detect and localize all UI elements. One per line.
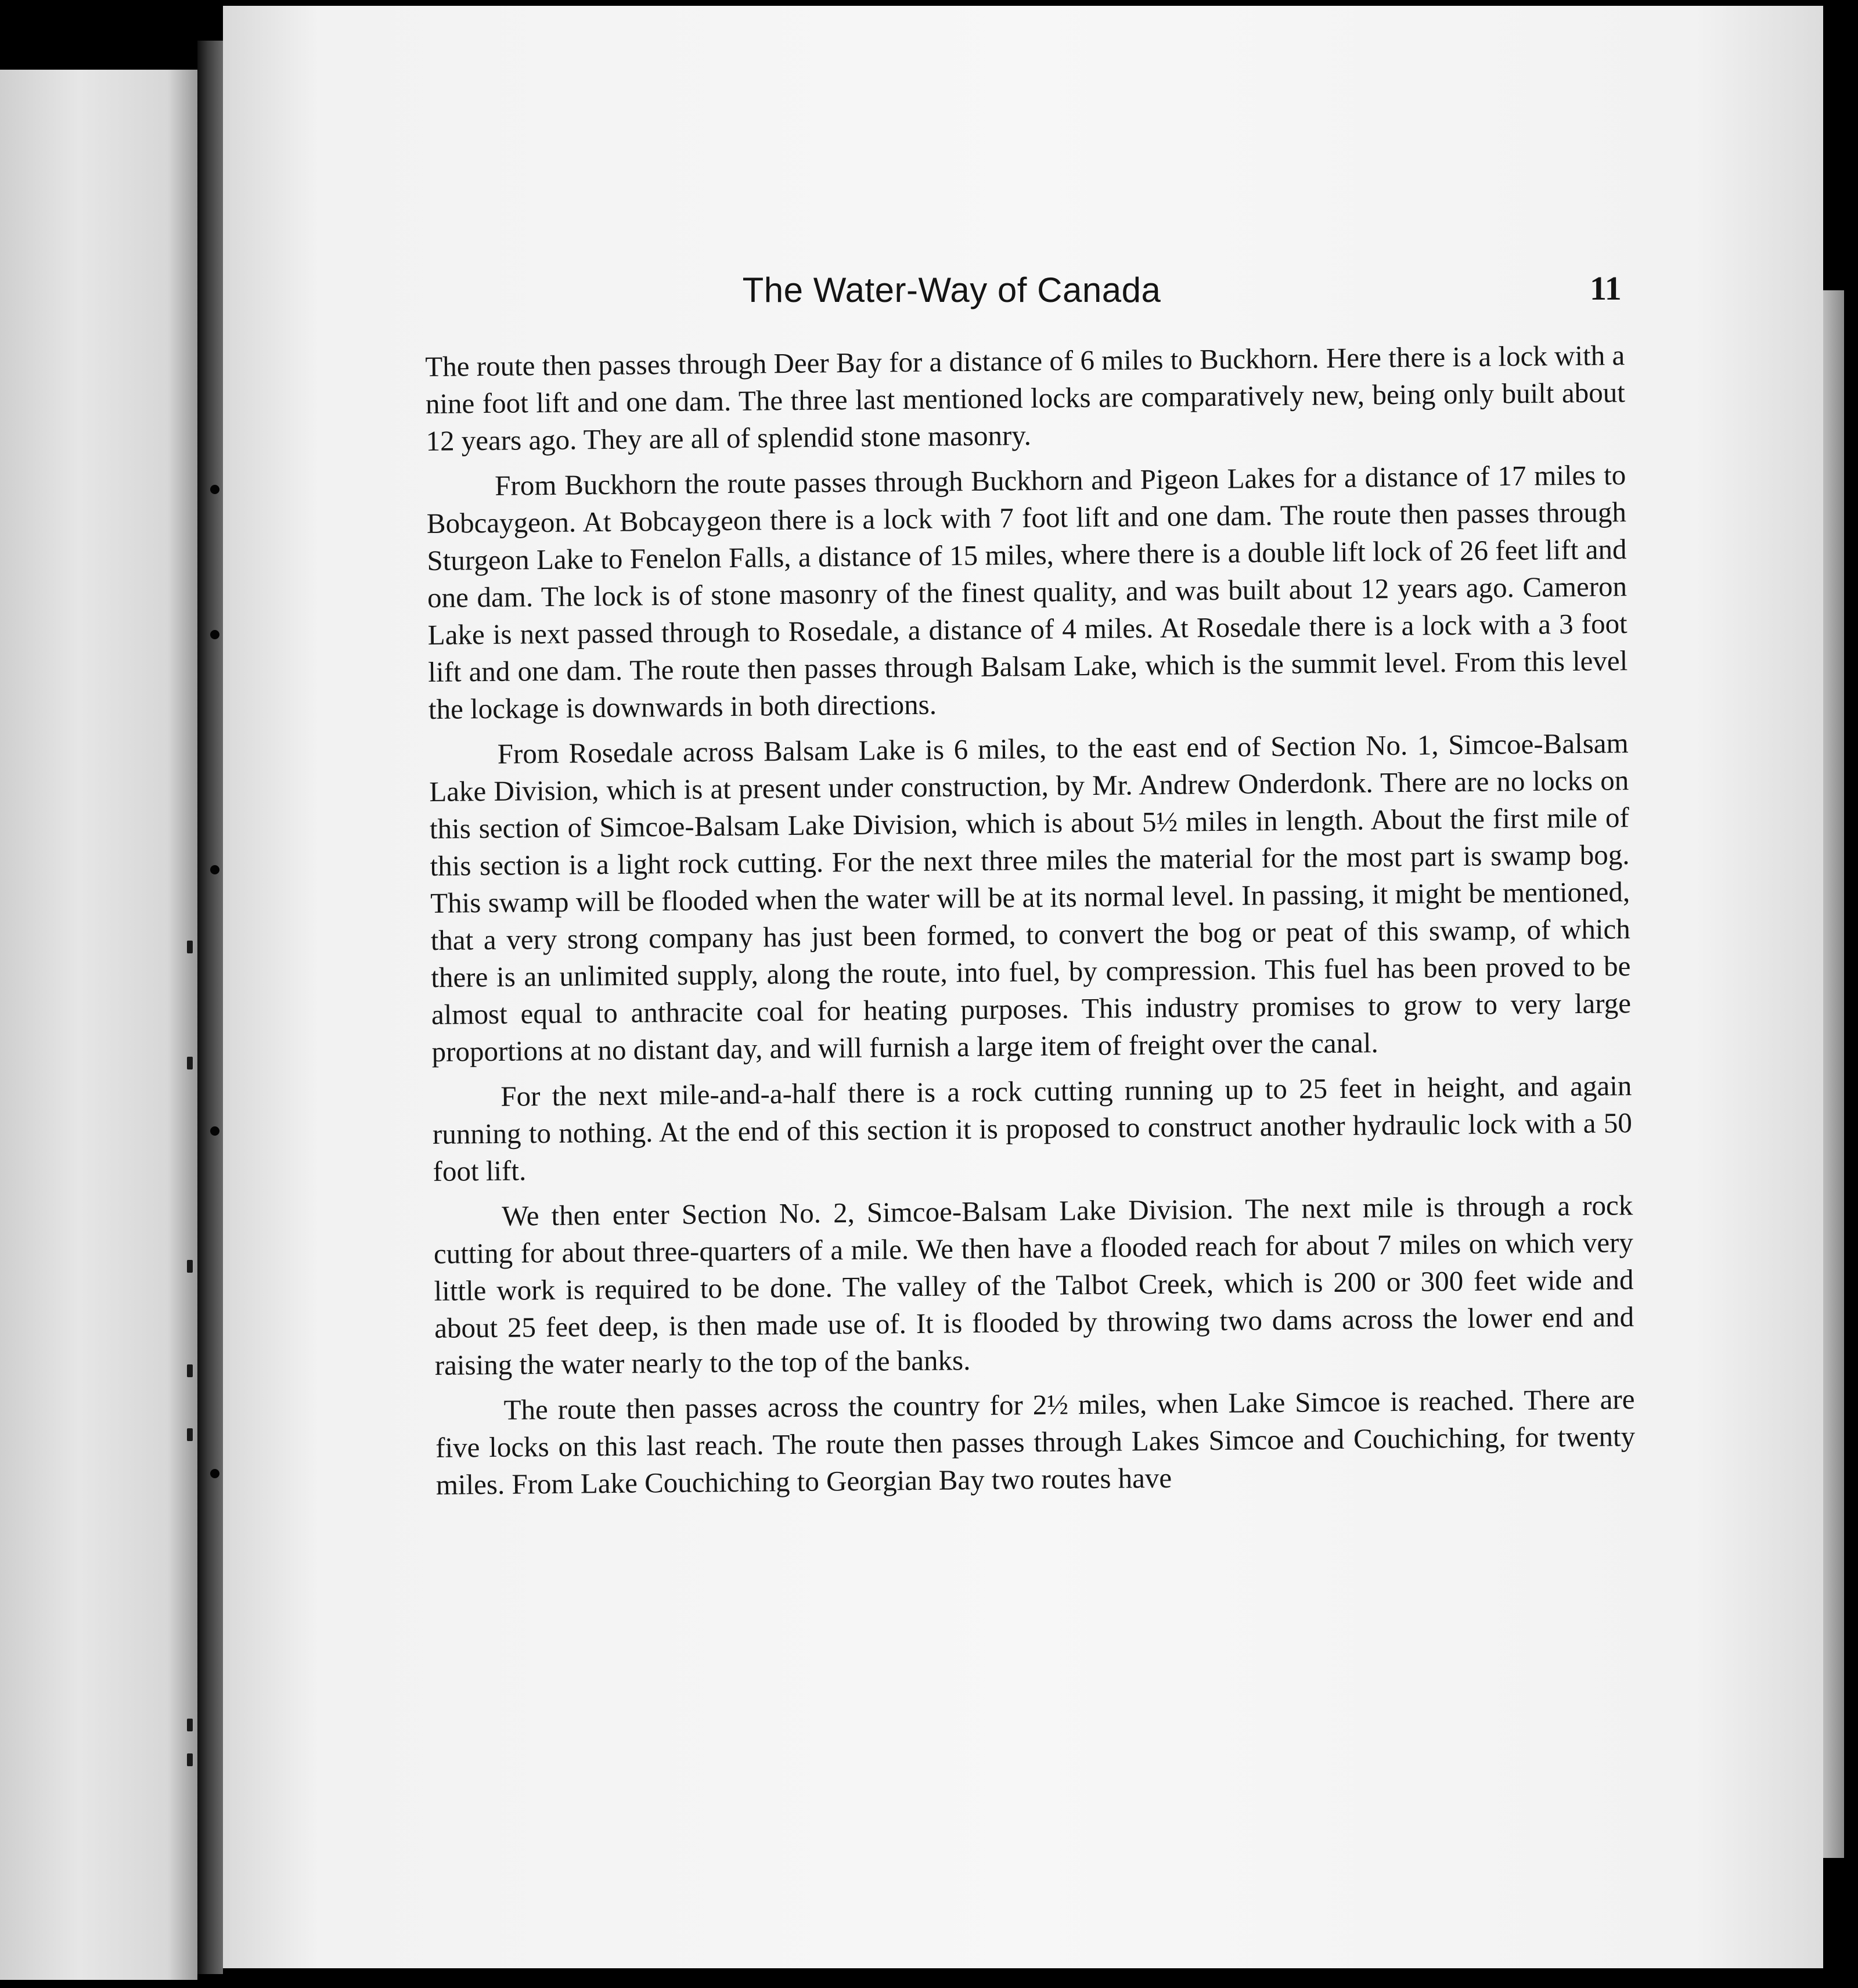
paragraph-4: For the next mile-and-a-half there is a rock cutting running up to 25 feet in height, and again running to nothing. At the end of this section it is proposed to construct another hydraulic lock with a 50 foot lift. [432, 1069, 1633, 1187]
book-gutter [197, 41, 223, 1974]
paragraph-3: From Rosedale across Balsam Lake is 6 miles, to the east end of Section No. 1, Simcoe-Balsam Lake Division, which is at present under construction, by Mr. Andrew Onderdonk. There are no locks on this section of Simcoe-Balsam Lake Division, which is about 5½ miles in length. About the first mile of this section is a light rock cutting. For the next three miles the material for the most part is swamp bog. This swamp will be flooded when the water will be at its normal level. In passing, it might be mentioned, that a very strong company has just been formed, to convert the bog or peat of this swamp, of which there is an unlimited supply, along the route, into fuel, by compression. This fuel has been proved to be almost equal to anthracite coal for heating purposes. This industry promises to grow to very large proportions at no distant day, and will furnish a large item of freight over the canal. [429, 727, 1632, 1068]
ink-mark [187, 1753, 193, 1766]
binding-stitch [210, 485, 219, 494]
binding-stitch [210, 1469, 219, 1478]
binding-stitch [210, 865, 219, 874]
body-text [425, 337, 1636, 1512]
page-header [223, 270, 1823, 316]
paragraph-2: From Buckhorn the route passes through Buckhorn and Pigeon Lakes for a distance of 17 miles to Bobcaygeon. At Bobcaygeon there is a lock with 7 foot lift and one dam. The route then passes through Sturgeon Lake to Fenelon Falls, a distance of 15 miles, where there is a double lift lock of 26 feet lift and one dam. The lock is of stone masonry of the finest quality, and was built about 12 years ago. Cameron Lake is next passed through to Rosedale, a distance of 4 miles. At Rosedale there is a lock with a 3 foot lift and one dam. The route then passes through Balsam Lake, which is the summit level. From this level the lockage is downwards in both directions. [426, 459, 1628, 725]
ink-mark [187, 1260, 193, 1273]
ink-mark [187, 1057, 193, 1069]
ink-mark [187, 1364, 193, 1377]
ink-mark [187, 1428, 193, 1441]
paragraph-6: The route then passes across the country for 2½ miles, when Lake Simcoe is reached. There are five locks on this last reach. The route then passes through Lakes Simcoe and Couchiching, for twenty miles. From Lake Couchiching to Georgian Bay two routes have [435, 1383, 1636, 1501]
binding-stitch [210, 630, 219, 639]
paragraph-1: The route then passes through Deer Bay for a distance of 6 miles to Buckhorn. Here there is a lock with a nine foot lift and one dam. The three last mentioned locks are comparatively new, being only built about 12 years ago. They are all of splendid stone masonry. [425, 339, 1626, 457]
binding-stitch [210, 1126, 219, 1136]
book-page [223, 6, 1823, 1968]
page-edge-right [1823, 290, 1844, 1858]
ink-mark [187, 1719, 193, 1731]
facing-page-edge [0, 70, 197, 1980]
page-number: 11 [1590, 269, 1622, 307]
running-title: The Water-Way of Canada [742, 271, 1161, 309]
ink-mark [187, 941, 193, 953]
paragraph-5: We then enter Section No. 2, Simcoe-Balsam Lake Division. The next mile is through a rock cutting for about three-quarters of a mile. We then have a flooded reach for about 7 miles on which very little work is required to be done. The valley of the Talbot Creek, which is 200 or 300 feet wide and about 25 feet deep, is then made use of. It is flooded by throwing two dams across the lower end and raising the water nearly to the top of the banks. [433, 1189, 1634, 1381]
